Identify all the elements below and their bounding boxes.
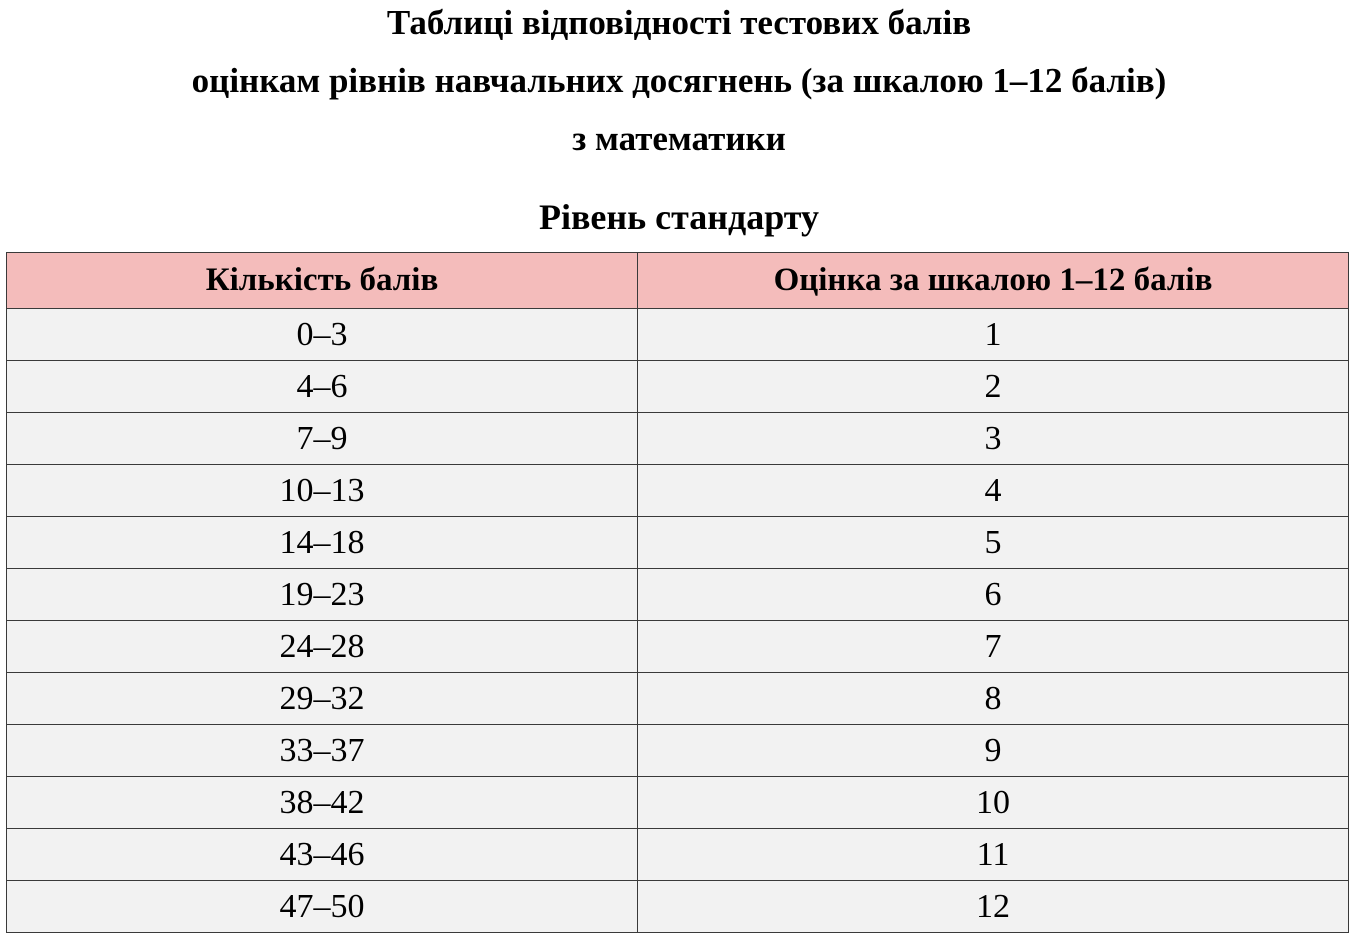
grade-cell: 3 — [638, 413, 1349, 465]
grade-cell: 5 — [638, 517, 1349, 569]
score-range-cell: 14–18 — [7, 517, 638, 569]
table-row — [7, 777, 1349, 829]
grade-cell: 8 — [638, 673, 1349, 725]
score-range-cell: 43–46 — [7, 829, 638, 881]
grade-cell: 9 — [638, 725, 1349, 777]
table-row — [7, 621, 1349, 673]
grade-cell: 7 — [638, 621, 1349, 673]
level-subtitle: Рівень стандарту — [538, 197, 819, 237]
grade-cell: 2 — [638, 361, 1349, 413]
score-range-cell: 33–37 — [7, 725, 638, 777]
document-title — [0, 0, 1358, 174]
table-row — [7, 413, 1349, 465]
score-range-cell: 19–23 — [7, 569, 638, 621]
grade-cell: 6 — [638, 569, 1349, 621]
title-line-2: оцінкам рівнів навчальних досягнень (за шкалою 1–12 балів) — [191, 61, 1167, 100]
score-range-cell: 47–50 — [7, 881, 638, 933]
title-line-1: Таблиці відповідності тестових балів — [386, 3, 972, 42]
score-range-cell: 4–6 — [7, 361, 638, 413]
score-range-cell: 10–13 — [7, 465, 638, 517]
grade-cell: 10 — [638, 777, 1349, 829]
title-line-3: з математики — [572, 119, 786, 158]
score-range-cell: 38–42 — [7, 777, 638, 829]
table-row — [7, 361, 1349, 413]
table-row — [7, 725, 1349, 777]
grade-cell: 11 — [638, 829, 1349, 881]
header-score-count: Кількість балів — [7, 253, 638, 309]
table-row — [7, 465, 1349, 517]
table-header-row — [7, 253, 1349, 309]
score-range-cell: 0–3 — [7, 309, 638, 361]
score-range-cell: 24–28 — [7, 621, 638, 673]
score-conversion-table — [6, 252, 1349, 933]
score-range-cell: 7–9 — [7, 413, 638, 465]
table-row — [7, 829, 1349, 881]
score-range-cell: 29–32 — [7, 673, 638, 725]
table-row — [7, 309, 1349, 361]
table-row — [7, 673, 1349, 725]
grade-cell: 12 — [638, 881, 1349, 933]
table-row — [7, 569, 1349, 621]
grade-cell: 1 — [638, 309, 1349, 361]
grade-cell: 4 — [638, 465, 1349, 517]
table-row — [7, 517, 1349, 569]
header-grade-scale: Оцінка за шкалою 1–12 балів — [638, 253, 1349, 309]
table-row — [7, 881, 1349, 933]
